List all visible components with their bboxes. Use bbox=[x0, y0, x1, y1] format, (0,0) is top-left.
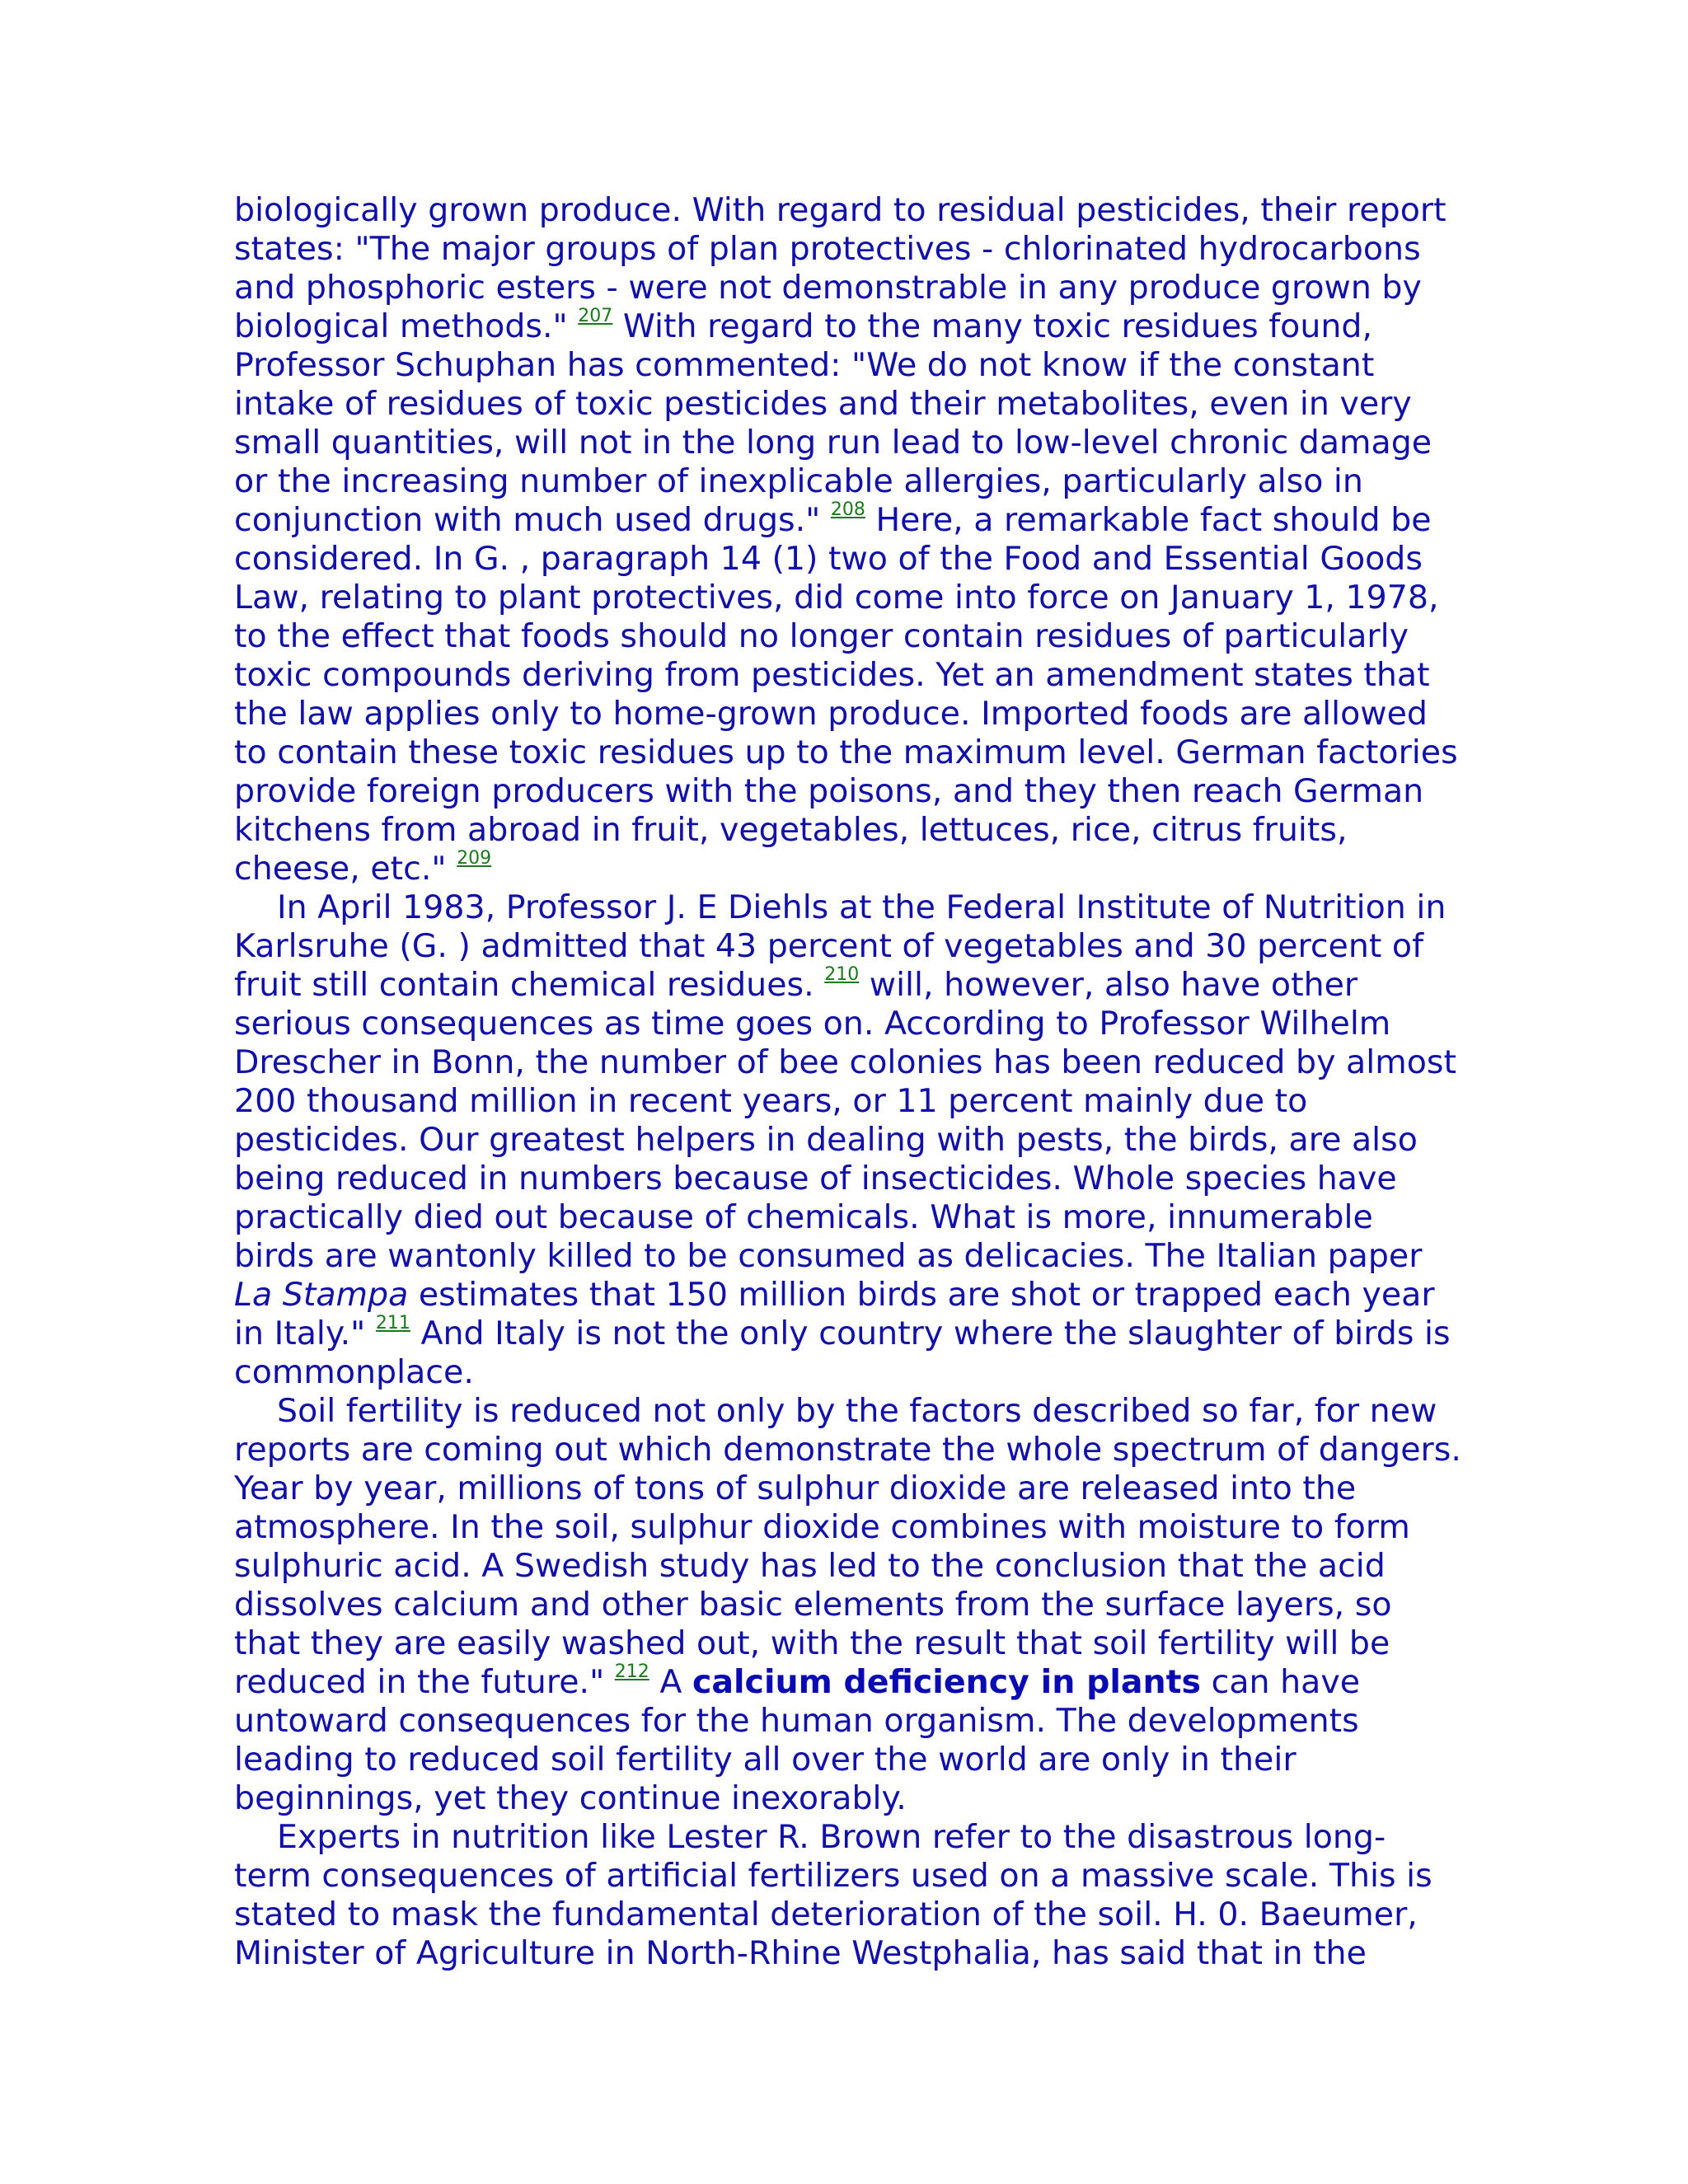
paragraph-4 bbox=[234, 1818, 1462, 1973]
paragraph-1 bbox=[234, 191, 1462, 888]
document-page bbox=[234, 191, 1462, 1973]
bold-phrase: calcium deficiency in plants bbox=[692, 1663, 1202, 1701]
footnote-link-211[interactable]: 211 bbox=[375, 1313, 410, 1333]
footnote-link-208[interactable]: 208 bbox=[830, 499, 865, 520]
italic-title: La Stampa bbox=[234, 1276, 409, 1314]
paragraph-3 bbox=[234, 1392, 1462, 1818]
footnote-link-207[interactable]: 207 bbox=[578, 306, 613, 326]
footnote-link-210[interactable]: 210 bbox=[824, 964, 860, 985]
footnote-link-212[interactable]: 212 bbox=[614, 1661, 649, 1682]
text-run: With regard to the many toxic residues found, Professor Schuphan has commented: "We do not know if the constant intake of residues of toxic pesticides and their metabolites, even in very small quantities, will not in the long run lead to low-level chronic damage or the increasing number of inexplicable allergies, particularly also in conjunction with much used drugs." bbox=[234, 307, 1432, 539]
text-run: Here, a remarkable fact should be considered. In G. , paragraph 14 (1) two of the Food and Essential Goods Law, relating to plant protectives, did come into force on January 1, 1978, to the effect that foods should no longer contain residues of particularly toxic compounds deriving from pesticides. Yet an amendment states that the law applies only to home-grown produce. Imported foods are allowed to contain these toxic residues up to the maximum level. German factories provide foreign producers with the poisons, and they then reach German kitchens from abroad in fruit, vegetables, lettuces, rice, citrus fruits, cheese, etc." bbox=[234, 501, 1458, 888]
text-run: And Italy is not the only country where the slaughter of birds is commonplace. bbox=[234, 1315, 1451, 1391]
text-run: Soil fertility is reduced not only by the factors described so far, for new reports are coming out which demonstrate the whole spectrum of dangers. Year by year, millions of tons of sulphur dioxide are released into the atmosphere. In the soil, sulphur dioxide combines with moisture to form sulphuric acid. A Swedish study has led to the conclusion that the acid dissolves calcium and other basic elements from the surface layers, so that they are easily washed out, with the result that soil fertility will be reduced in the future." bbox=[234, 1392, 1461, 1701]
text-run: will, however, also have other serious consequences as time goes on. According to Professor Wilhelm Drescher in Bonn, the number of bee colonies has been reduced by almost 200 thousand million in recent years, or 11 percent mainly due to pesticides. Our greatest helpers in dealing with pests, the birds, are also being reduced in numbers because of insecticides. Whole species have practically died out because of chemicals. What is more, innumerable birds are wantonly killed to be consumed as delicacies. The Italian paper bbox=[234, 966, 1456, 1275]
text-run: biologically grown produce. With regard to residual pesticides, their report states: "The major groups of plan protectives - chlorinated hydrocarbons and phosphoric esters - were not demonstrable in any produce grown by biological methods." bbox=[234, 191, 1447, 345]
paragraph-2 bbox=[234, 888, 1462, 1392]
text-run: estimates that 150 million birds are shot or trapped each year in Italy." bbox=[234, 1276, 1435, 1352]
text-run: A bbox=[649, 1663, 692, 1701]
footnote-link-209[interactable]: 209 bbox=[457, 848, 492, 869]
text-run: can have untoward consequences for the human organism. The developments leading to reduced soil fertility all over the world are only in their beginnings, yet they continue inexorably. bbox=[234, 1663, 1361, 1817]
text-run: In April 1983, Professor J. E Diehls at the Federal Institute of Nutrition in Karlsruhe (G. ) admitted that 43 percent of vegetables and 30 percent of fruit still contain chemical residues. bbox=[234, 888, 1447, 1004]
text-run: Experts in nutrition like Lester R. Brown refer to the disastrous long-term consequences of artificial fertilizers used on a massive scale. This is stated to mask the fundamental deterioration of the soil. H. 0. Baeumer, Minister of Agriculture in North-Rhine Westphalia, has said that in the bbox=[234, 1818, 1432, 1972]
